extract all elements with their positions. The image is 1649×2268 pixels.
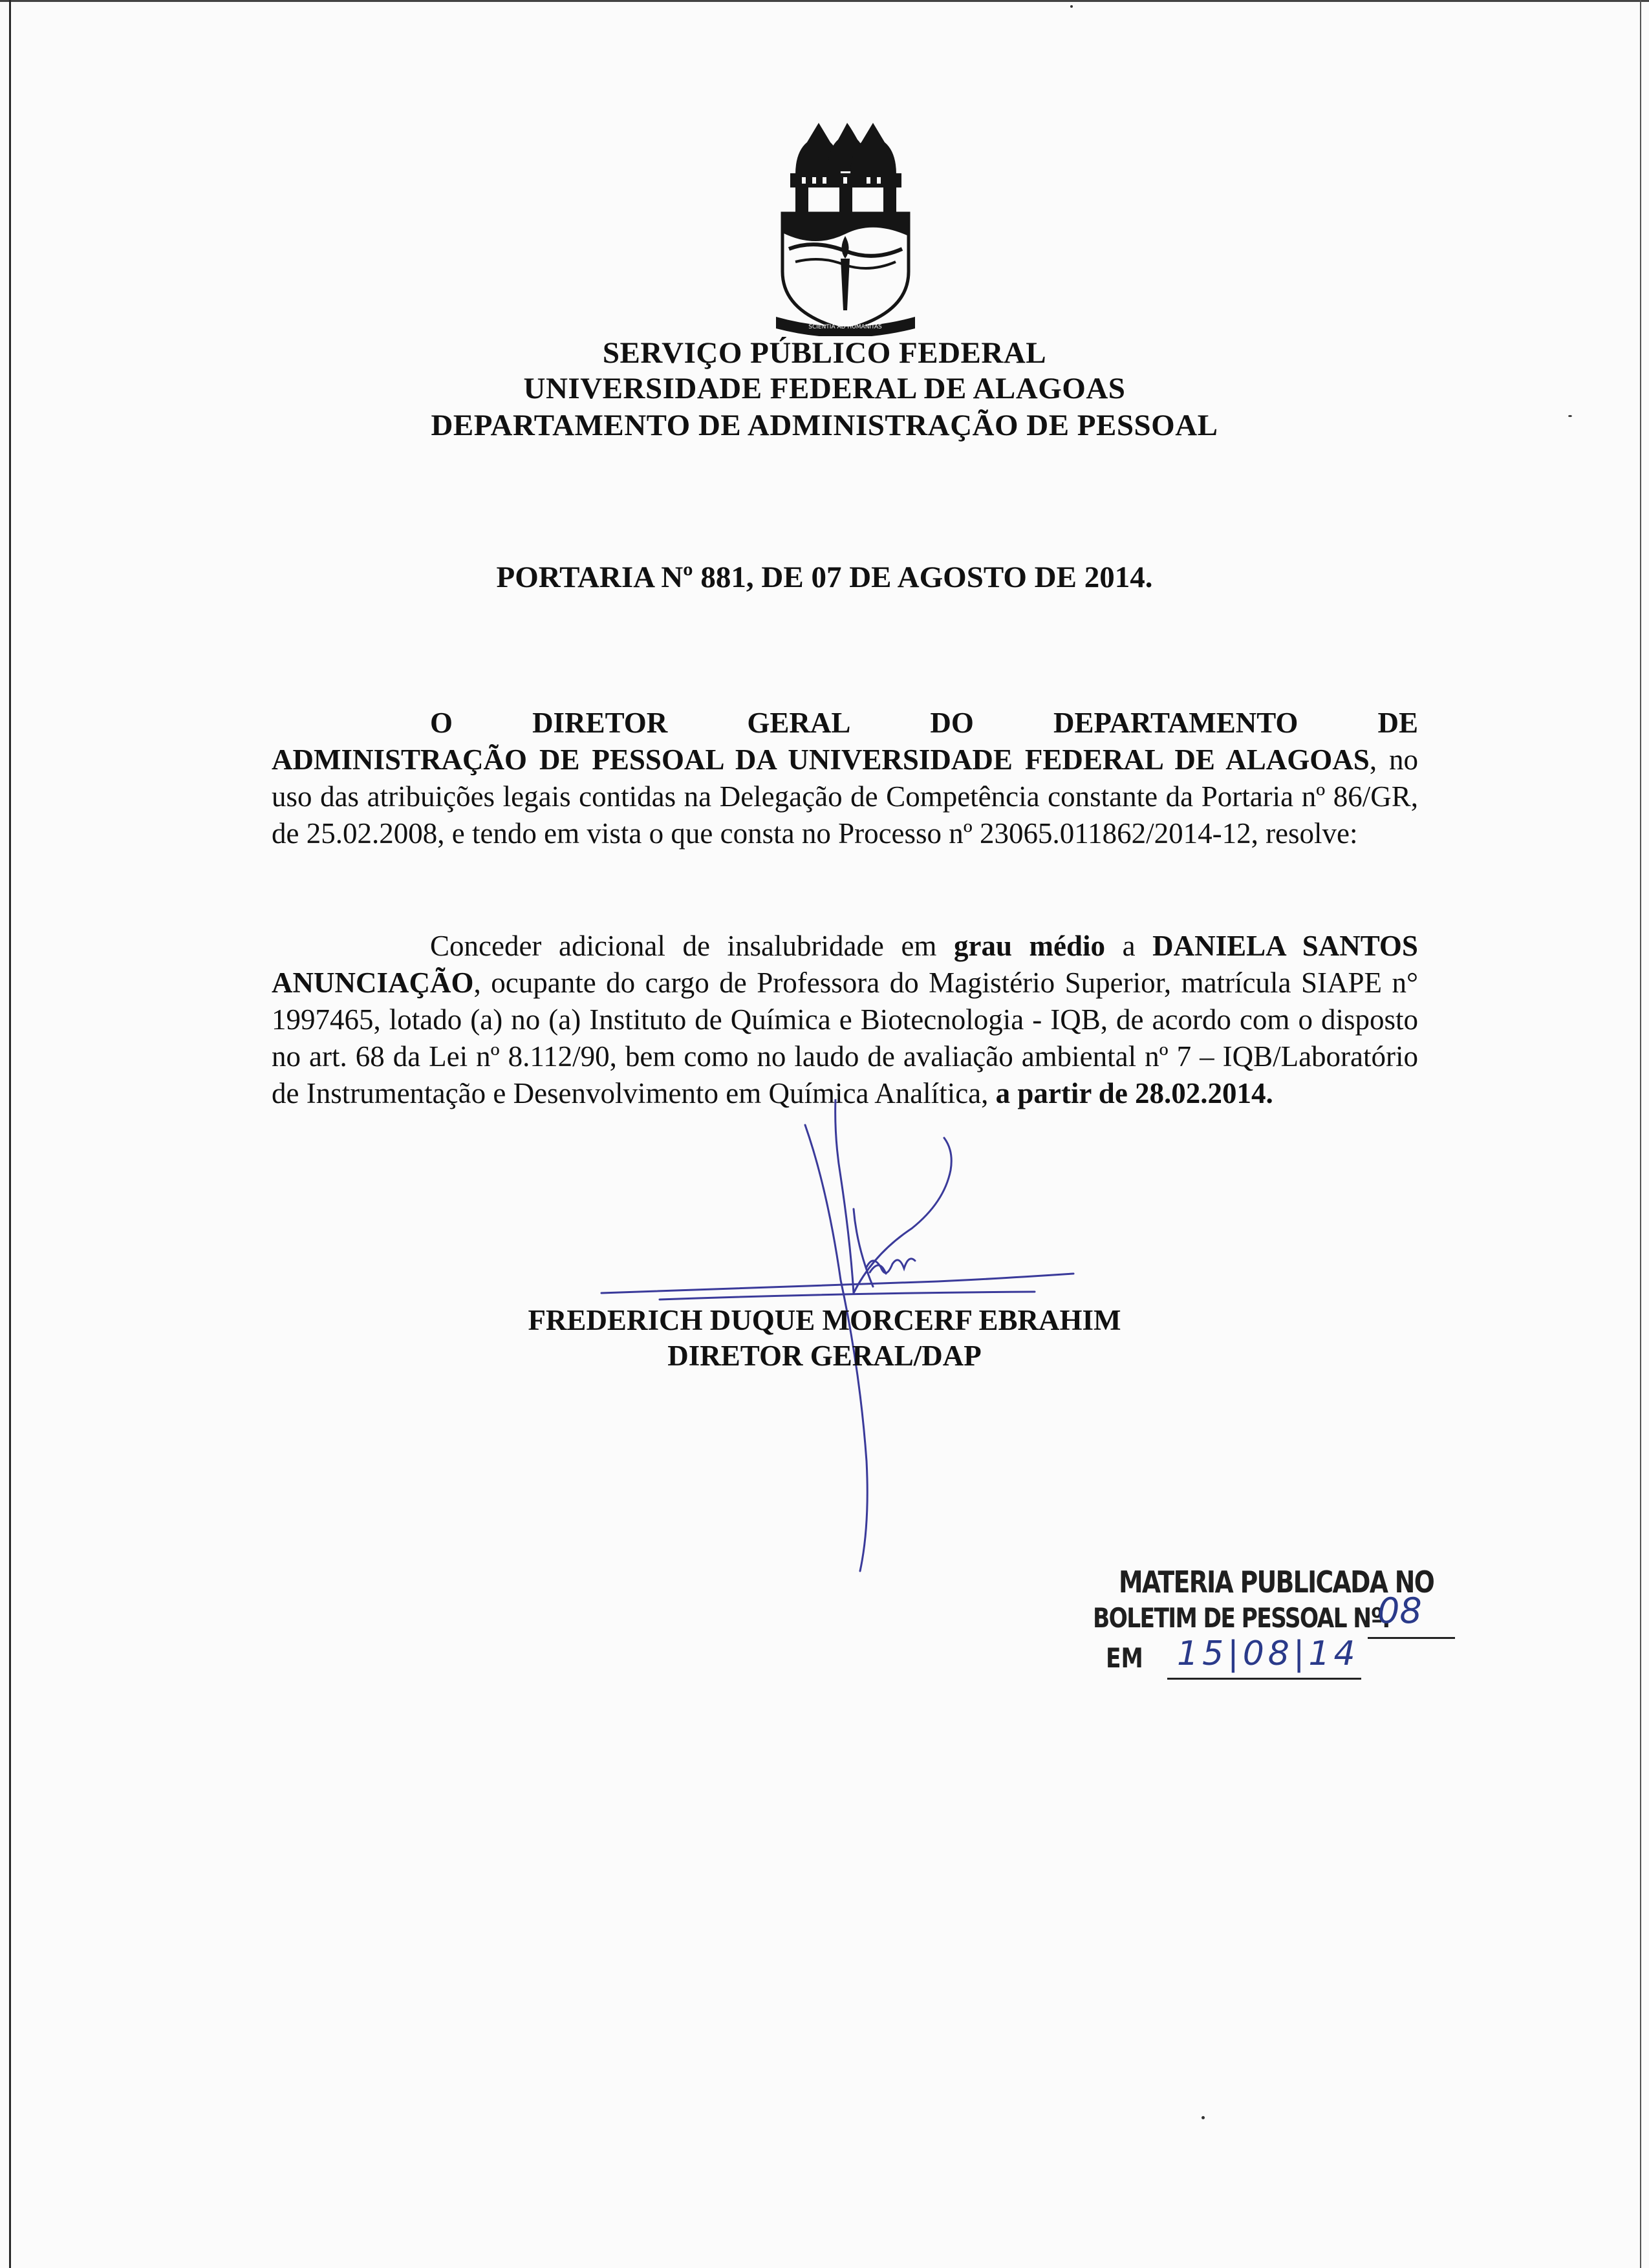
header-university: UNIVERSIDADE FEDERAL DE ALAGOAS [523, 372, 1126, 405]
stamp-number-underline [1368, 1637, 1455, 1639]
preamble-bold: ADMINISTRAÇÃO DE PESSOAL DA UNIVERSIDADE FEDERAL DE ALAGOAS [272, 744, 1370, 776]
scan-speck [1070, 5, 1073, 8]
preamble-text: , no uso das atribuições legais contidas na Delegação de Competência constante da Portaria nº 86/GR, de 25.02.2008, e tendo em vista o que consta no Processo nº 23065.011862/2014-12, resolve: [272, 744, 1419, 850]
stamp-date-underline [1167, 1678, 1361, 1680]
stamp-date: 15|08|14 [1177, 1634, 1359, 1673]
stamp-bulletin-number: 08 [1377, 1590, 1422, 1631]
preamble-word: DEPARTAMENTO [1053, 707, 1299, 739]
resolution-text: Conceder adicional de insalubridade em [430, 930, 954, 962]
signer-name: FREDERICH DUQUE MORCERF EBRAHIM [528, 1304, 1121, 1336]
scan-speck [1202, 2116, 1205, 2119]
document-title: PORTARIA Nº 881, DE 07 DE AGOSTO DE 2014. [496, 561, 1153, 594]
publication-stamp [1093, 1565, 1455, 1694]
resolution-grade: grau médio [953, 930, 1106, 962]
stamp-line-bulletin: BOLETIM DE PESSOAL Nº. [1093, 1602, 1390, 1634]
stamp-line-published: MATERIA PUBLICADA NO [1119, 1565, 1434, 1599]
resolution-text: , ocupante do cargo de Professora do Magistério Superior, matrícula SIAPE n° 1997465, lotado (a) no (a) Instituto de Química e Biotecnologia - IQB, de acordo com o disposto no art. 68 da Lei nº 8.112/90, bem como no laudo de avaliação ambiental nº 7 – IQB/Laboratório de Instrumentação e Desenvolvimento em Química Analítica, [272, 967, 1418, 1109]
preamble-word: DE [1377, 707, 1418, 739]
resolution-text: a [1105, 930, 1153, 962]
crest-motto: SCIENTIA AD HUMANITAS [808, 324, 882, 330]
university-crest-logo [776, 123, 915, 336]
paragraph-resolution [272, 928, 1418, 1112]
resolution-start-date: a partir de 28.02.2014. [995, 1077, 1273, 1109]
header-department: DEPARTAMENTO DE ADMINISTRAÇÃO DE PESSOAL [431, 409, 1218, 442]
signer-title: DIRETOR GERAL/DAP [667, 1340, 982, 1372]
header-service: SERVIÇO PÚBLICO FEDERAL [602, 336, 1047, 370]
resolution-beneficiary: DANIELA SANTOS ANUNCIAÇÃO [272, 930, 1418, 999]
stamp-line-date-label: EM [1106, 1642, 1143, 1674]
preamble-word: GERAL [747, 707, 851, 739]
preamble-word: DO [930, 707, 974, 739]
preamble-word: O [430, 707, 453, 739]
paragraph-preamble [272, 705, 1418, 852]
page-edge-top [0, 0, 1649, 2]
preamble-word: DIRETOR [532, 707, 668, 739]
scan-speck [1568, 415, 1572, 417]
